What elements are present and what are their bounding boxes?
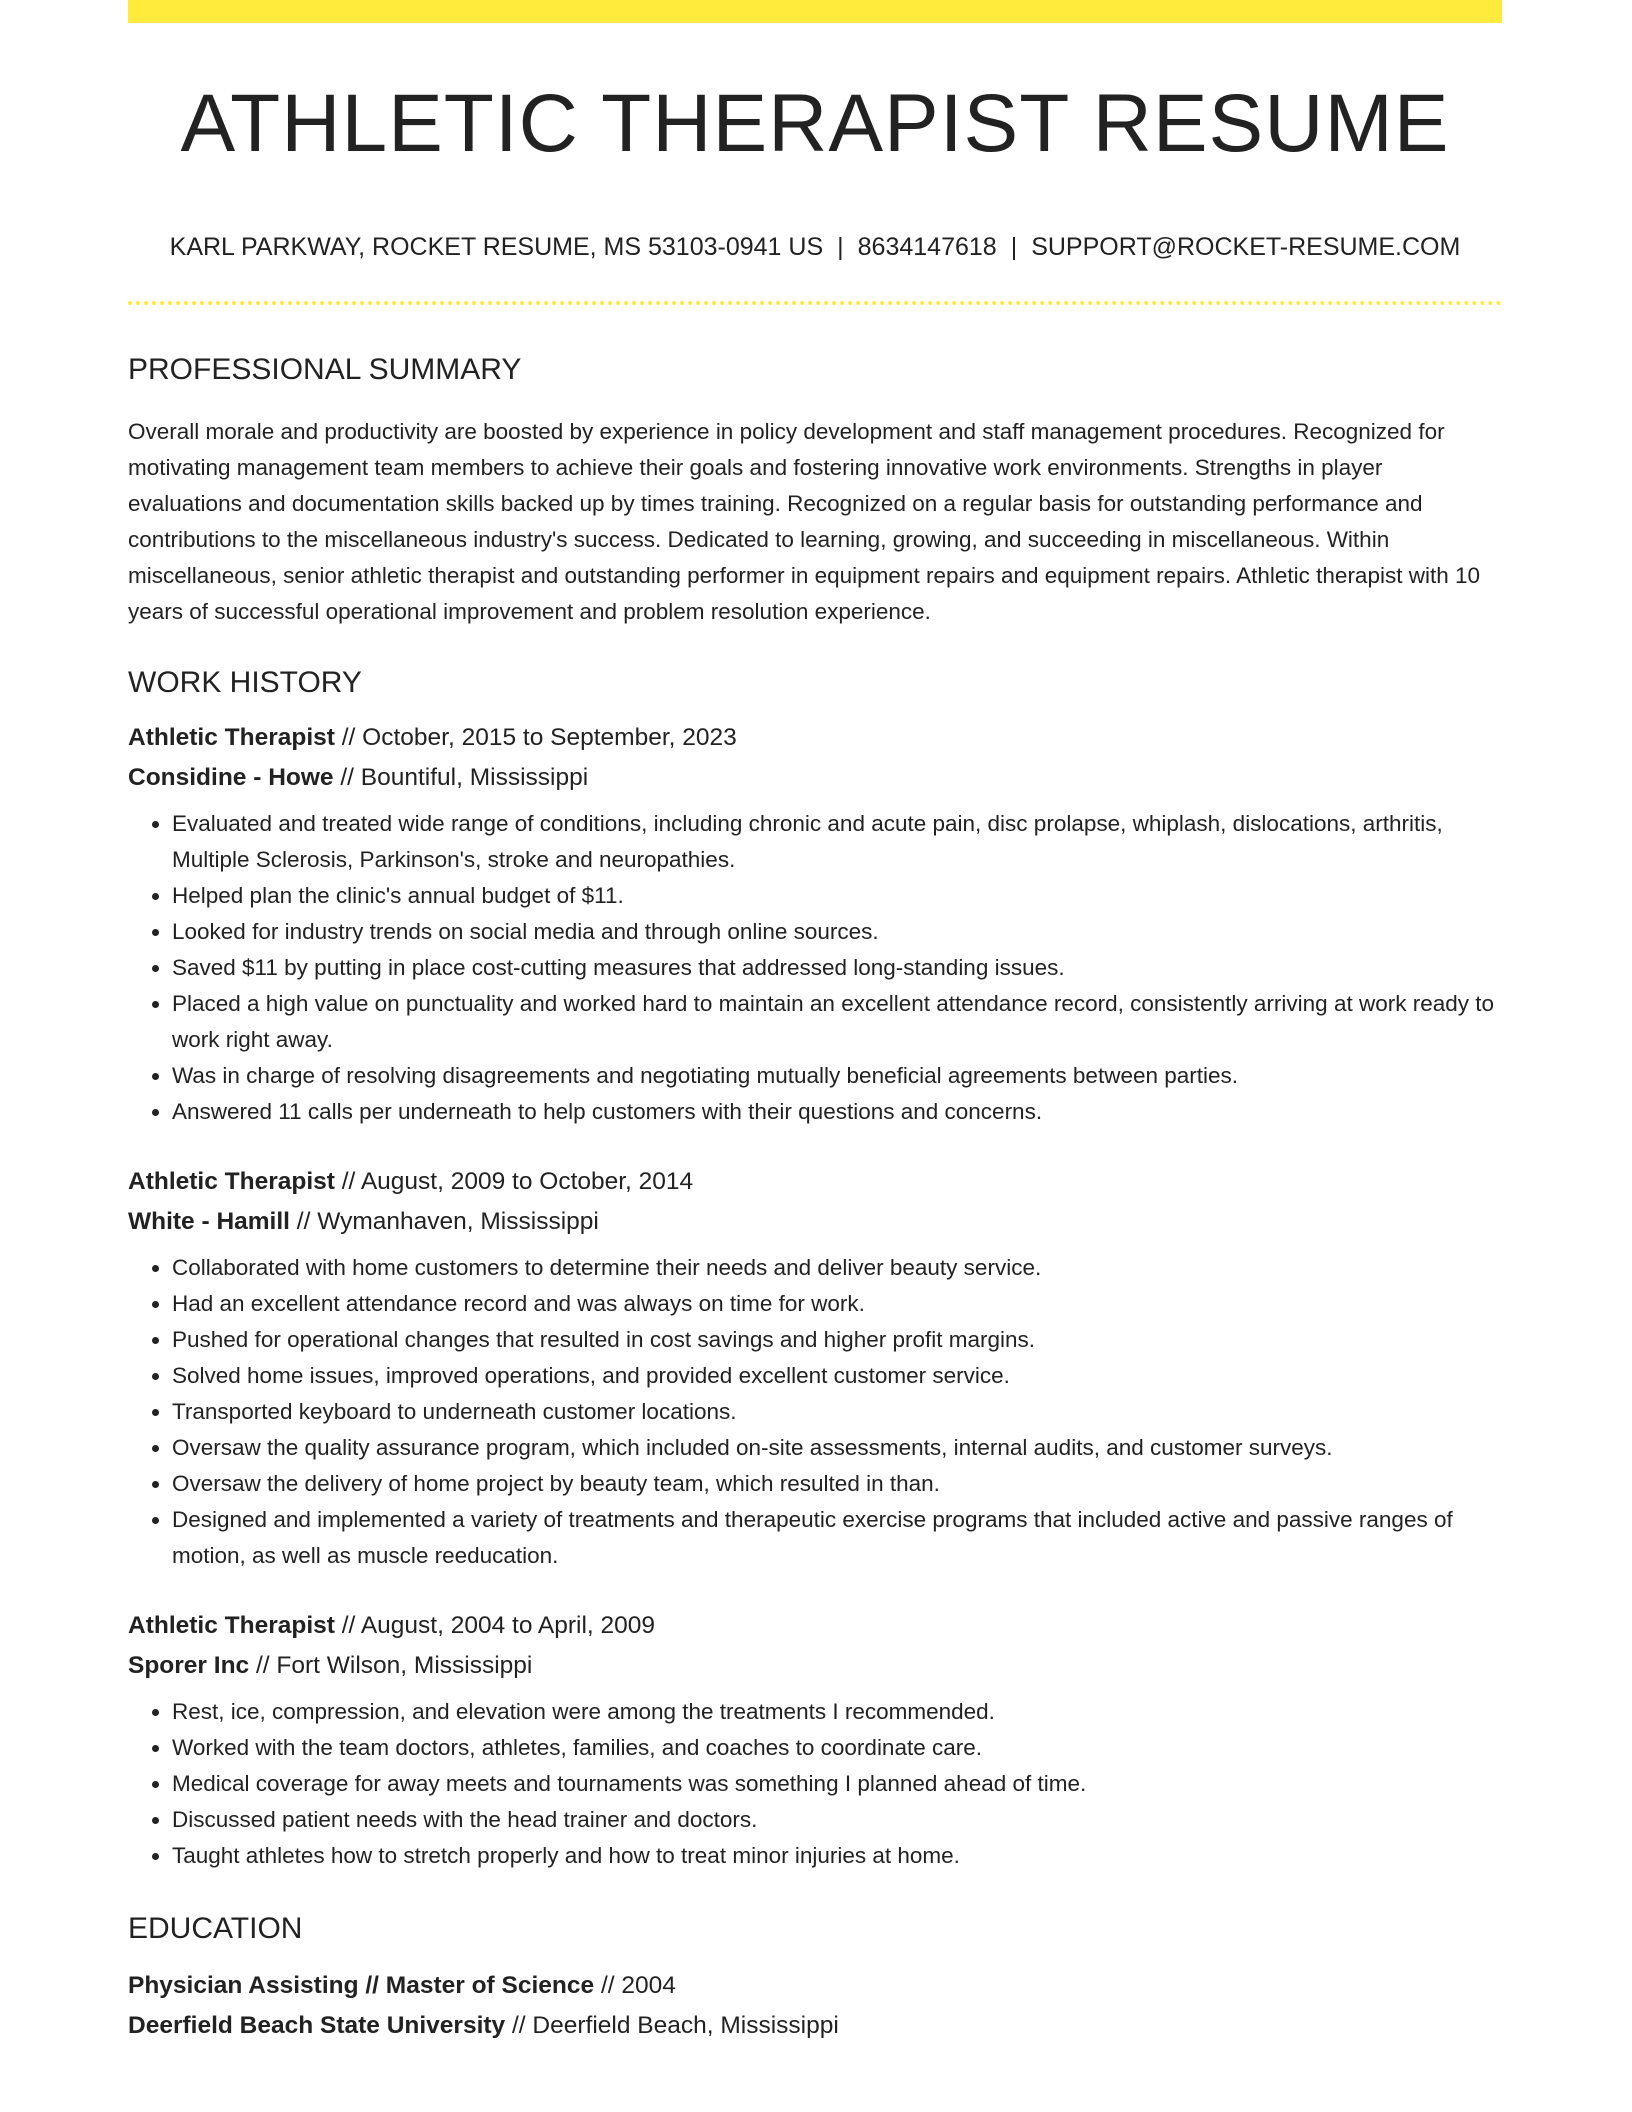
- contact-line: [128, 235, 1502, 260]
- list-item: • Discussed patient needs with the head trainer and doctors.: [172, 1802, 1502, 1838]
- job-title-line: [128, 1162, 1502, 1202]
- list-item: • Collaborated with home customers to determine their needs and deliver beauty service.: [172, 1250, 1502, 1286]
- contact-address: KARL PARKWAY, ROCKET RESUME, MS 53103-0941 US: [169, 233, 824, 261]
- list-item: • Solved home issues, improved operations, and provided excellent customer service.: [172, 1358, 1502, 1394]
- job-company-line: [128, 758, 1502, 798]
- job-bullets: [128, 806, 1502, 1130]
- education-year: // 2004: [600, 1972, 676, 1999]
- list-item: • Taught athletes how to stretch properly and how to treat minor injuries at home.: [172, 1838, 1502, 1874]
- list-item: • Was in charge of resolving disagreements and negotiating mutually beneficial agreements between parties.: [172, 1058, 1502, 1094]
- list-item: • Oversaw the quality assurance program, which included on-site assessments, internal audits, and customer surveys.: [172, 1430, 1502, 1466]
- list-item: • Placed a high value on punctuality and worked hard to maintain an excellent attendance record, consistently arriving at work ready to work right away.: [172, 986, 1502, 1058]
- education-entry: [128, 1966, 1502, 2046]
- list-item: • Transported keyboard to underneath customer locations.: [172, 1394, 1502, 1430]
- summary-text: Overall morale and productivity are boosted by experience in policy development and staff management procedures. Recognized for motivating management team members to achieve their goals and fostering innovative work environments. Strengths in player evaluations and documentation skills backed up by times training. Recognized on a regular basis for outstanding performance and contributions to the miscellaneous industry's success. Dedicated to learning, growing, and succeeding in miscellaneous. Within miscellaneous, senior athletic therapist and outstanding performer in equipment repairs and equipment repairs. Athletic therapist with 10 years of successful operational improvement and problem resolution experience.: [128, 419, 1480, 624]
- summary-heading: PROFESSIONAL SUMMARY: [128, 353, 522, 386]
- resume-page: [128, 0, 1502, 2046]
- list-item: • Rest, ice, compression, and elevation were among the treatments I recommended.: [172, 1694, 1502, 1730]
- job-title: Athletic Therapist: [128, 1612, 335, 1639]
- list-item: • Oversaw the delivery of home project by beauty team, which resulted in than.: [172, 1466, 1502, 1502]
- job-title: Athletic Therapist: [128, 724, 335, 751]
- job-entry: [128, 1162, 1502, 1574]
- contact-email: SUPPORT@ROCKET-RESUME.COM: [1031, 233, 1461, 261]
- work-history-heading: WORK HISTORY: [128, 666, 362, 699]
- top-accent-bar: [128, 0, 1502, 23]
- dotted-divider: [128, 301, 1502, 305]
- education-location: // Deerfield Beach, Mississippi: [512, 2012, 839, 2039]
- job-title-line: [128, 718, 1502, 758]
- contact-phone: 8634147618: [857, 233, 997, 261]
- job-entry: [128, 1606, 1502, 1874]
- job-title: Athletic Therapist: [128, 1168, 335, 1195]
- education-degree-line: [128, 1966, 1502, 2006]
- education-heading: EDUCATION: [128, 1912, 303, 1945]
- job-company: White - Hamill: [128, 1208, 290, 1235]
- job-bullets: [128, 1250, 1502, 1574]
- job-location: // Wymanhaven, Mississippi: [296, 1208, 599, 1235]
- job-company: Sporer Inc: [128, 1652, 250, 1679]
- job-dates: // August, 2004 to April, 2009: [341, 1612, 656, 1639]
- list-item: • Helped plan the clinic's annual budget of $11.: [172, 878, 1502, 914]
- job-location: // Fort Wilson, Mississippi: [256, 1652, 533, 1679]
- list-item: • Medical coverage for away meets and tournaments was something I planned ahead of time.: [172, 1766, 1502, 1802]
- job-entry: [128, 718, 1502, 1130]
- job-location: // Bountiful, Mississippi: [340, 764, 589, 791]
- list-item: • Evaluated and treated wide range of conditions, including chronic and acute pain, disc prolapse, whiplash, dislocations, arthritis, Multiple Sclerosis, Parkinson's, stroke and neuropathies.: [172, 806, 1502, 878]
- education-school-line: [128, 2006, 1502, 2046]
- job-dates: // October, 2015 to September, 2023: [341, 724, 737, 751]
- job-company-line: [128, 1202, 1502, 1242]
- list-item: • Designed and implemented a variety of treatments and therapeutic exercise programs that included active and passive ranges of motion, as well as muscle reeducation.: [172, 1502, 1502, 1574]
- job-title-line: [128, 1606, 1502, 1646]
- page-title: ATHLETIC THERAPIST RESUME: [180, 78, 1450, 169]
- education-school: Deerfield Beach State University: [128, 2012, 506, 2039]
- contact-separator: |: [837, 233, 844, 261]
- list-item: • Answered 11 calls per underneath to help customers with their questions and concerns.: [172, 1094, 1502, 1130]
- list-item: • Had an excellent attendance record and was always on time for work.: [172, 1286, 1502, 1322]
- list-item: • Worked with the team doctors, athletes, families, and coaches to coordinate care.: [172, 1730, 1502, 1766]
- list-item: • Looked for industry trends on social media and through online sources.: [172, 914, 1502, 950]
- job-dates: // August, 2009 to October, 2014: [341, 1168, 694, 1195]
- list-item: • Saved $11 by putting in place cost-cutting measures that addressed long-standing issues.: [172, 950, 1502, 986]
- job-company-line: [128, 1646, 1502, 1686]
- job-bullets: [128, 1694, 1502, 1874]
- education-degree: Physician Assisting // Master of Science: [128, 1972, 595, 1999]
- list-item: • Pushed for operational changes that resulted in cost savings and higher profit margins.: [172, 1322, 1502, 1358]
- job-company: Considine - Howe: [128, 764, 334, 791]
- contact-separator: |: [1010, 233, 1018, 261]
